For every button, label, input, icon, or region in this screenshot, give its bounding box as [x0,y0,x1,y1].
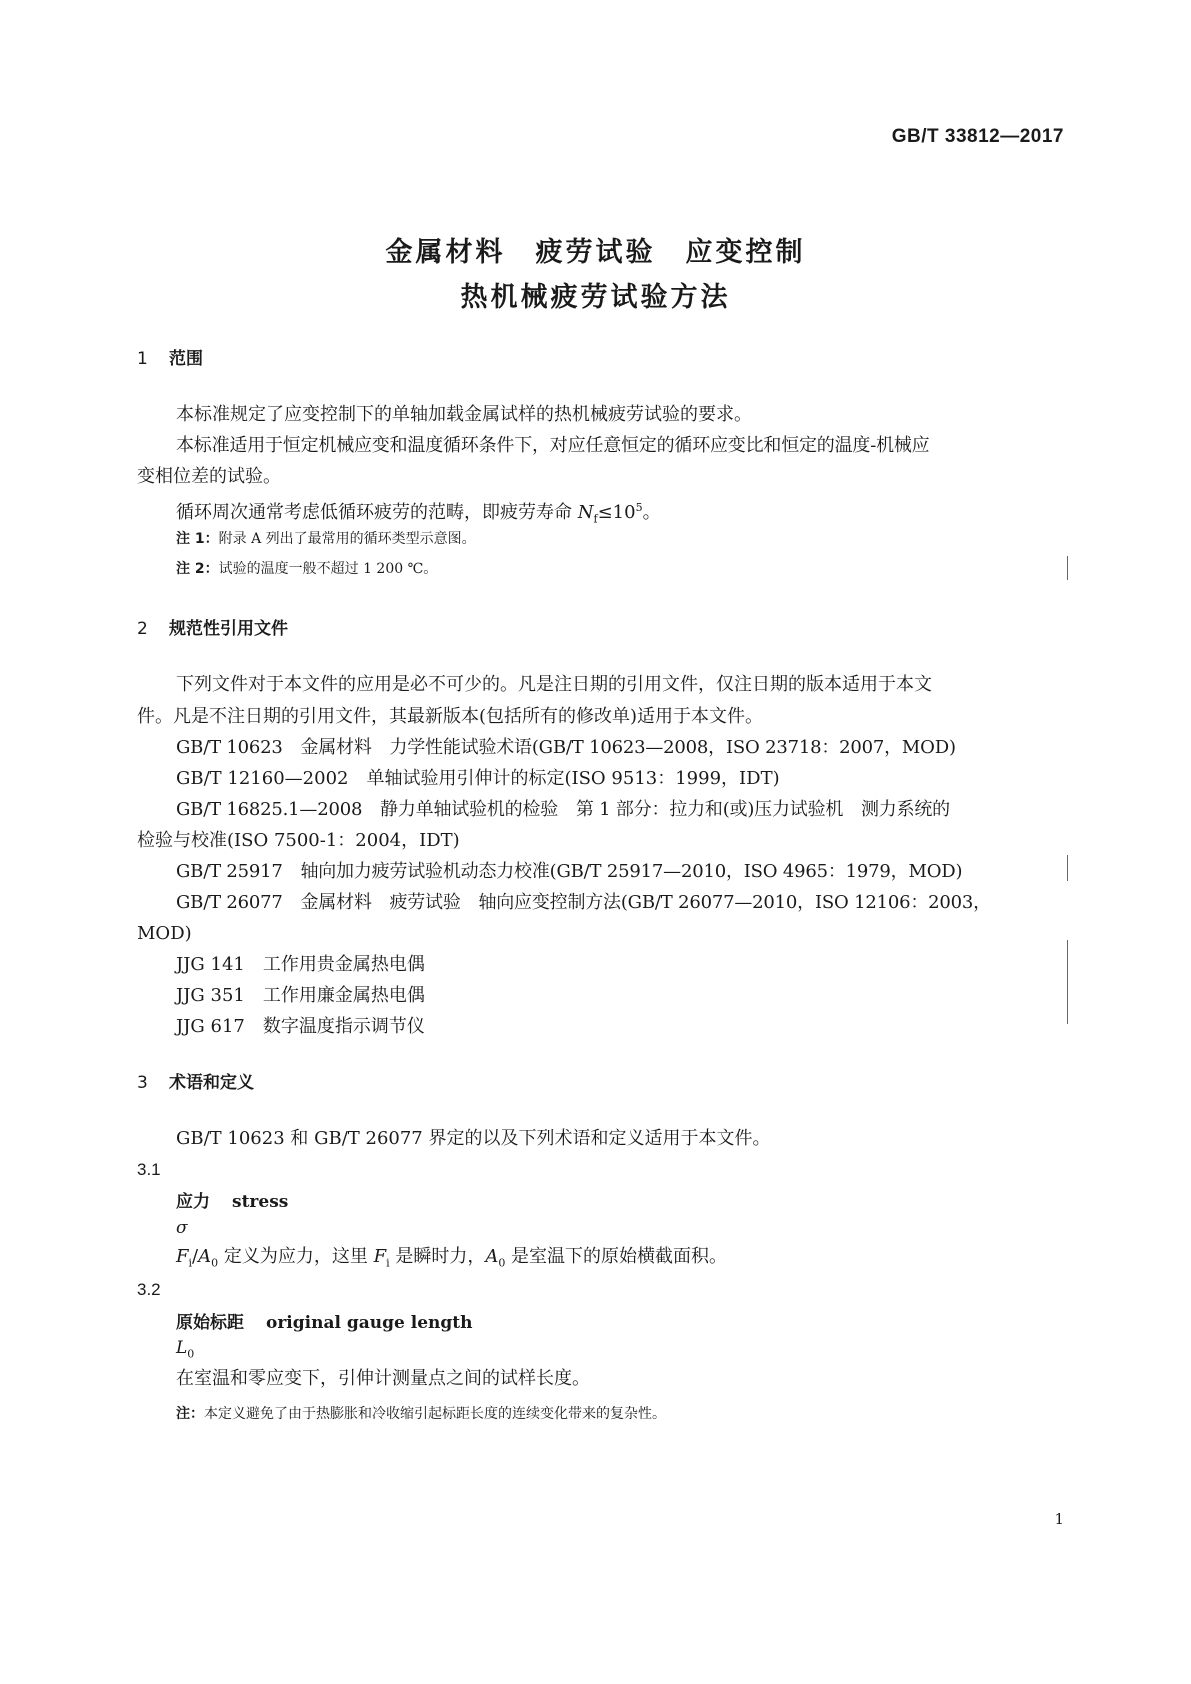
note-1: 注 1：附录 A 列出了最常用的循环类型示意图。 [176,531,476,547]
paragraph: 件。凡是不注日期的引用文件，其最新版本(包括所有的修改单)适用于本文件。 [137,706,764,727]
term-number: 3.1 [137,1160,161,1179]
reference-item: GB/T 10623 金属材料 力学性能试验术语(GB/T 10623—2008，ISO 23718：2007，MOD) [176,737,956,758]
reference-item: GB/T 12160—2002 单轴试验用引伸计的标定(ISO 9513：1999，IDT) [176,768,780,789]
section-number: 2 [137,619,148,639]
paragraph: GB/T 10623 和 GB/T 26077 界定的以及下列术语和定义适用于本文件。 [176,1128,771,1149]
title-line-2: 热机械疲劳试验方法 [460,282,731,313]
term-heading: 应力 stress [176,1192,289,1212]
section-number: 3 [137,1073,148,1093]
paragraph-fatigue-life: 循环周次通常考虑低循环疲劳的范畴，即疲劳寿命 $N_f\le 10^5$。 [176,501,661,526]
revision-bar [1067,556,1068,580]
reference-item: GB/T 16825.1—2008 静力单轴试验机的检验 第 1 部分：拉力和(或)压力试验机 测力系统的 [176,799,950,820]
reference-item: GB/T 26077 金属材料 疲劳试验 轴向应变控制方法(GB/T 26077—2010，ISO 12106：2003， [176,892,991,913]
note-2: 注 2：试验的温度一般不超过 1 200 ℃。 [176,561,438,577]
reference-item: JJG 351 工作用廉金属热电偶 [176,985,425,1006]
section-number: 1 [137,349,148,369]
section-title: 范围 [169,349,203,369]
term-heading: 原始标距 original gauge length [176,1313,473,1333]
reference-item-continued: MOD) [137,923,192,944]
term-symbol: $L_0$ [176,1338,195,1361]
reference-item: GB/T 25917 轴向加力疲劳试验机动态力校准(GB/T 25917—2010，ISO 4965：1979，MOD) [176,861,963,882]
revision-bar [1067,940,1068,1024]
paragraph: 本标准适用于恒定机械应变和温度循环条件下，对应任意恒定的循环应变比和恒定的温度-机械应 [176,435,930,456]
term-definition: 在室温和零应变下，引伸计测量点之间的试样长度。 [176,1368,590,1389]
term-number: 3.2 [137,1280,161,1299]
reference-item: JJG 141 工作用贵金属热电偶 [176,954,425,975]
term-symbol: σ [176,1218,188,1238]
section-title: 术语和定义 [169,1073,254,1093]
section-3-heading [137,1068,254,1093]
section-2-heading [137,614,288,639]
section-title: 规范性引用文件 [169,619,288,639]
reference-item-continued: 检验与校准(ISO 7500-1：2004，IDT) [137,830,460,851]
section-1-heading [137,344,203,369]
term-note: 注：本定义避免了由于热膨胀和冷收缩引起标距长度的连续变化带来的复杂性。 [176,1406,666,1422]
paragraph: 本标准规定了应变控制下的单轴加载金属试样的热机械疲劳试验的要求。 [176,404,752,425]
reference-item: JJG 617 数字温度指示调节仪 [176,1016,425,1037]
paragraph: 下列文件对于本文件的应用是必不可少的。凡是注日期的引用文件，仅注日期的版本适用于本文 [176,674,932,695]
paragraph: 变相位差的试验。 [137,466,281,487]
term-definition: $F_i/A_0$ 定义为应力，这里 $F_i$ 是瞬时力，$A_0$ 是室温下的原始横截面积。 [176,1246,728,1270]
revision-bar [1067,855,1068,881]
page-number: 1 [1054,1510,1064,1528]
title-line-1: 金属材料 疲劳试验 应变控制 [385,237,806,268]
standard-number: GB/T 33812—2017 [891,126,1064,147]
